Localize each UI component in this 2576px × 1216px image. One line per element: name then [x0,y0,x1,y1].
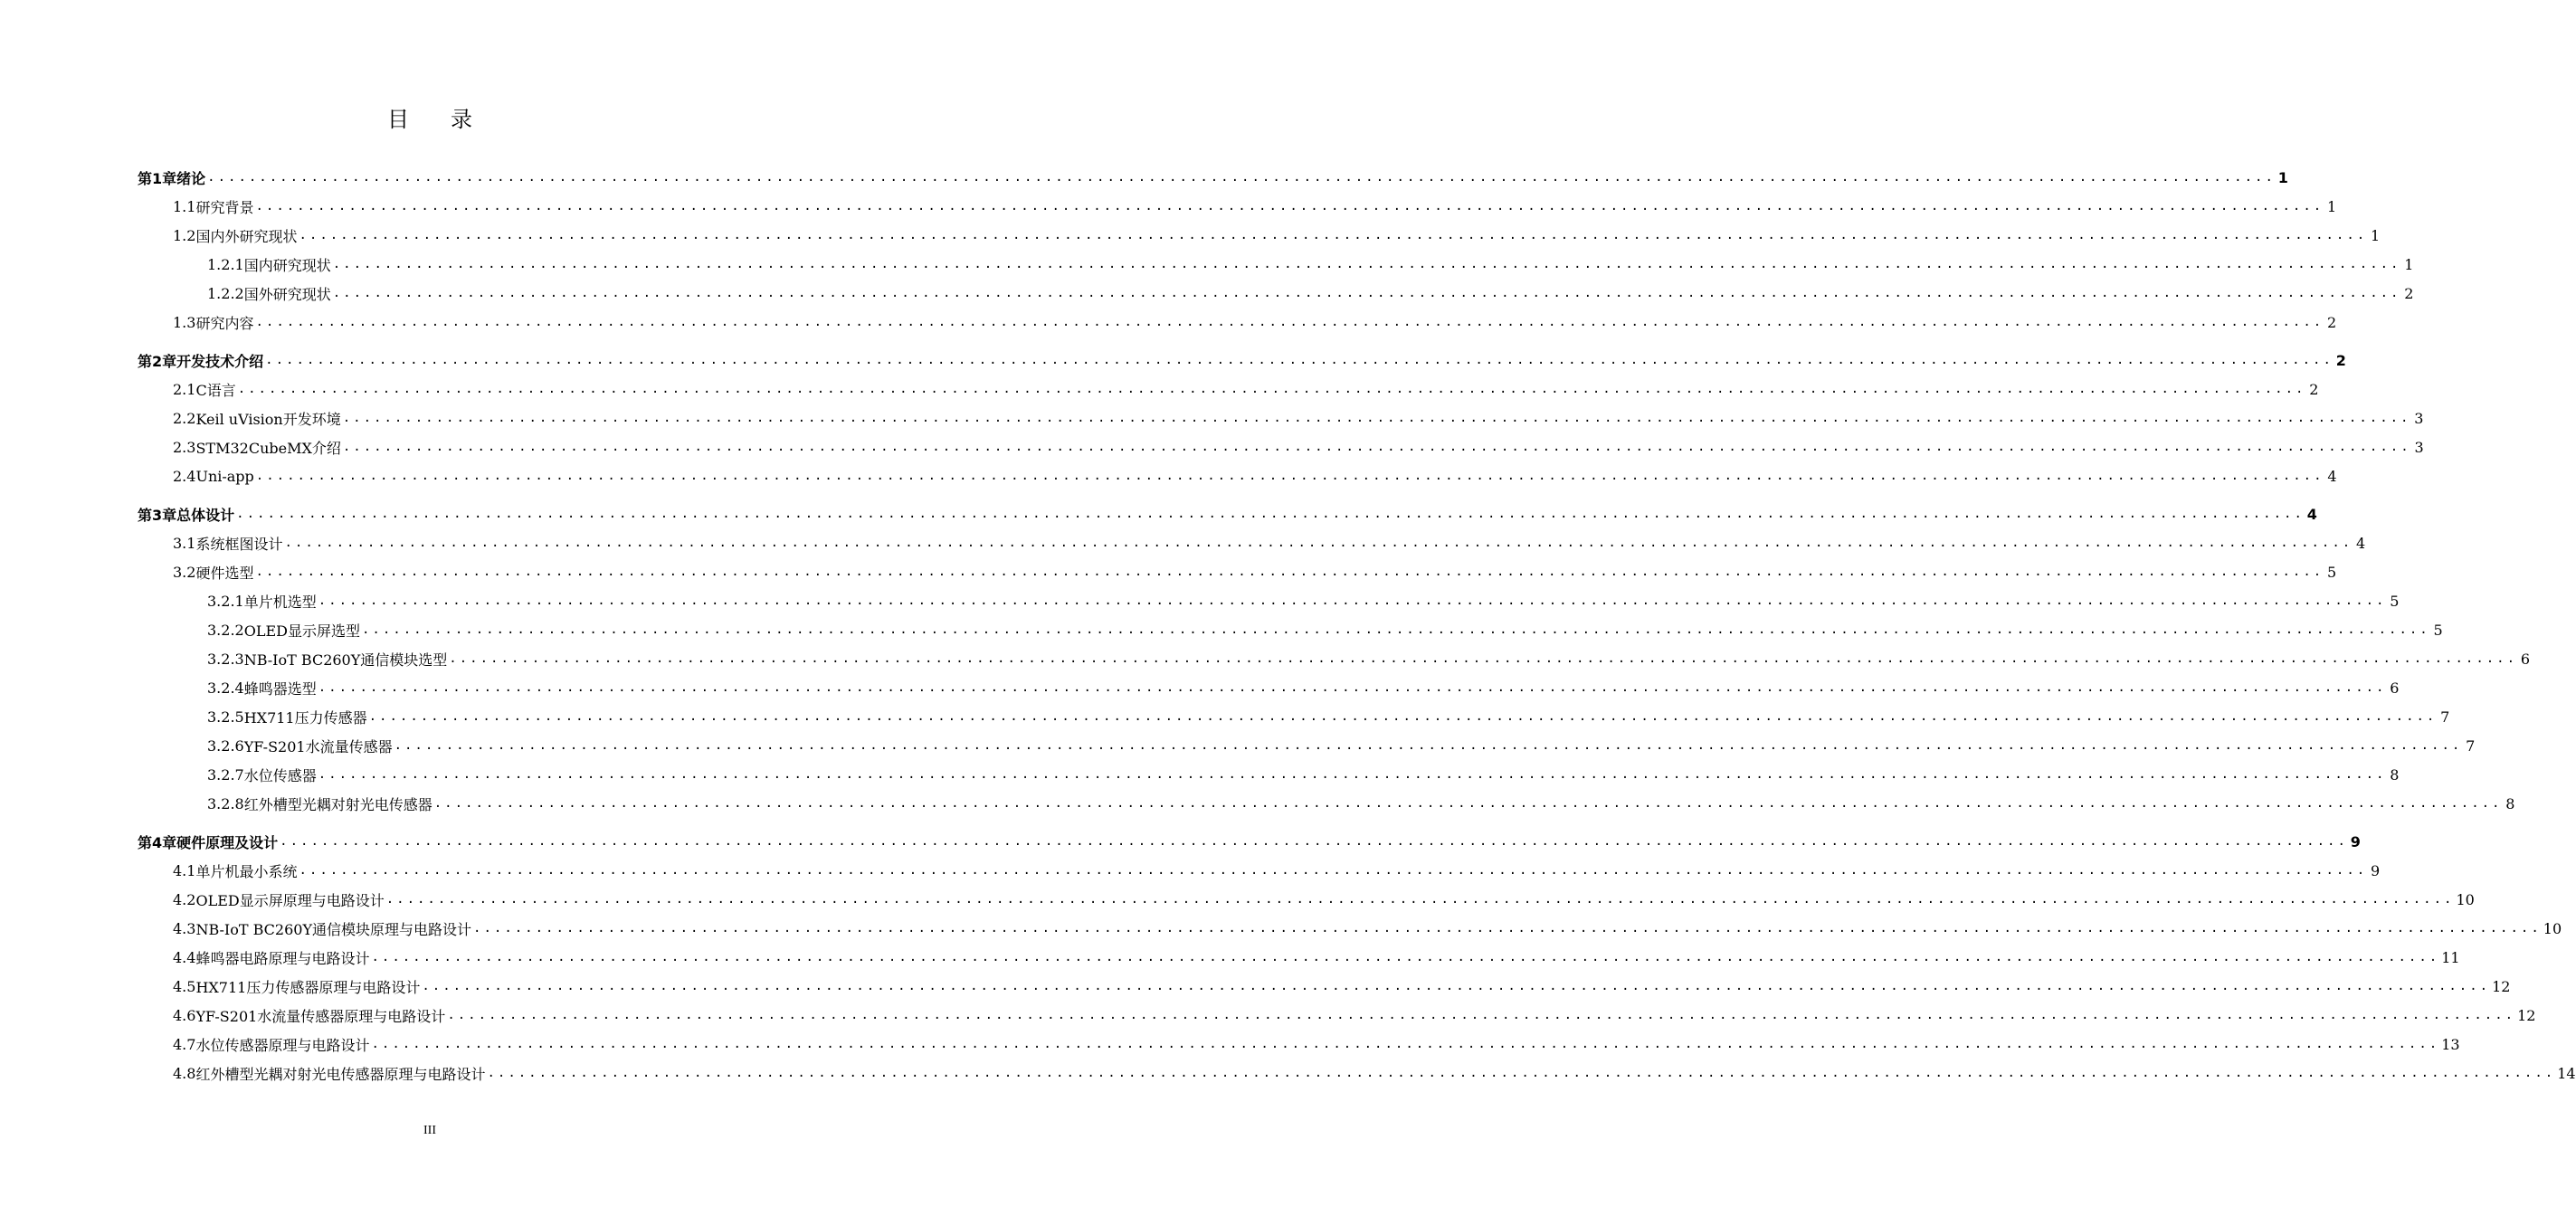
toc-leader-dots: ........................................................................................................................................................................................................ [371,1037,2440,1051]
toc-page-number: 1 [2327,197,2337,215]
toc-number: 1.2.1 [207,255,244,273]
toc-title: 绪论 [176,169,206,187]
toc-leader-dots: ........................................................................................................................................................................................................ [299,863,2368,878]
toc-leader-dots: ........................................................................................................................................................................................................ [299,228,2368,242]
toc-page-number: 12 [2492,977,2511,995]
toc-page-number: 13 [2441,1035,2460,1053]
toc-number: 第1章 [138,169,177,187]
toc-title: NB-IoT BC260Y通信模块原理与电路设计 [195,920,472,938]
toc-number: 3.2 [173,563,196,581]
toc-number: 2.3 [173,438,196,456]
toc-leader-dots: ........................................................................................................................................................................................................ [284,536,2353,550]
toc-title: 蜂鸣器选型 [243,679,317,698]
toc-number: 3.2.3 [207,650,244,668]
toc-section-row[interactable] [173,192,2337,221]
toc-section-row[interactable] [207,615,2443,644]
toc-leader-dots: ........................................................................................................................................................................................................ [236,507,2305,521]
toc-leader-dots: ........................................................................................................................................................................................................ [449,651,2518,666]
toc-page-number: 3 [2414,438,2424,456]
toc-leader-dots: ........................................................................................................................................................................................................ [342,440,2411,454]
toc-page-number: 2 [2309,380,2319,398]
toc-section-row[interactable] [173,528,2366,557]
toc-page-number: 5 [2433,621,2443,639]
toc-number: 4.1 [173,861,196,879]
toc-section-row[interactable] [173,1059,2576,1088]
toc-page-number: 10 [2456,890,2475,908]
toc-number: 3.2.4 [207,679,244,697]
toc-leader-dots: ........................................................................................................................................................................................................ [342,411,2411,425]
toc-title: STM32CubeMX介绍 [195,439,341,457]
toc-number: 第3章 [138,506,177,524]
toc-number: 3.1 [173,534,196,552]
page-title: 目录 [387,107,514,132]
toc-title: Uni-app [195,467,254,485]
toc-chapter-row[interactable] [138,827,2361,856]
toc-page-number: 7 [2440,708,2450,726]
toc-leader-dots: ........................................................................................................................................................................................................ [447,1008,2516,1022]
toc-page-number: 1 [2371,226,2381,244]
toc-title: 研究背景 [195,198,254,216]
page-number-footer: III [423,1124,436,1137]
toc-section-row[interactable] [173,972,2511,1001]
toc-leader-dots: ........................................................................................................................................................................................................ [473,921,2542,936]
toc-number: 3.2.8 [207,794,244,812]
toc-page-number: 10 [2543,919,2562,937]
toc-section-row[interactable] [173,375,2319,404]
toc-section-row[interactable] [207,702,2450,731]
toc-leader-dots: ........................................................................................................................................................................................................ [255,199,2324,214]
toc-title: Keil uVision开发环境 [195,410,341,428]
toc-number: 2.2 [173,409,196,427]
toc-leader-dots: ........................................................................................................................................................................................................ [433,796,2503,811]
toc-section-row[interactable] [173,221,2381,250]
toc-section-row[interactable] [173,1001,2536,1030]
toc-page-number: 6 [2390,679,2400,697]
toc-page-number: 2 [2335,351,2346,369]
toc-leader-dots: ........................................................................................................................................................................................................ [368,709,2438,724]
toc-number: 4.5 [173,977,196,995]
toc-title: 国内外研究现状 [195,227,298,245]
toc-section-row[interactable] [207,250,2414,279]
toc-number: 3.2.5 [207,708,244,726]
toc-page-number: 5 [2390,592,2400,610]
toc-number: 3.2.2 [207,621,244,639]
toc-section-row[interactable] [173,404,2424,432]
toc-section-row[interactable] [207,586,2400,615]
toc-number: 4.2 [173,890,196,908]
toc-section-row[interactable] [173,1030,2460,1059]
toc-number: 3.2.1 [207,592,244,610]
toc-number: 4.4 [173,948,196,966]
toc-number: 2.4 [173,467,196,485]
toc-number: 第4章 [138,833,177,851]
toc-title: 总体设计 [176,506,235,524]
toc-title: 红外槽型光耦对射光电传感器 [243,795,433,813]
toc-section-row[interactable] [207,279,2414,308]
toc-title: YF-S201水流量传感器原理与电路设计 [195,1007,446,1025]
toc-section-row[interactable] [173,943,2460,972]
toc-number: 3.2.6 [207,736,244,755]
toc-title: 水位传感器原理与电路设计 [195,1036,370,1054]
toc-number: 1.2.2 [207,284,244,302]
toc-title: 国外研究现状 [243,285,331,303]
toc-page-number: 1 [2277,168,2288,186]
toc-title: NB-IoT BC260Y通信模块选型 [243,651,448,669]
toc-section-row[interactable] [173,308,2337,337]
toc-leader-dots: ........................................................................................................................................................................................................ [361,622,2430,637]
toc-leader-dots: ........................................................................................................................................................................................................ [318,594,2387,608]
toc-page-number: 1 [2404,255,2414,273]
toc-page-number: 2 [2404,284,2414,302]
toc-title: 系统框图设计 [195,535,283,553]
toc-number: 1.2 [173,226,196,244]
toc-leader-dots: ........................................................................................................................................................................................................ [385,892,2455,907]
toc-leader-dots: ........................................................................................................................................................................................................ [318,680,2387,695]
toc-title: OLED显示屏选型 [243,622,360,640]
toc-page-number: 9 [2350,832,2361,850]
toc-leader-dots: ........................................................................................................................................................................................................ [318,767,2387,782]
toc-title: HX711压力传感器 [243,708,367,727]
toc-page-number: 8 [2505,794,2515,812]
toc-section-row[interactable] [207,789,2515,818]
toc-leader-dots: ........................................................................................................................................................................................................ [237,382,2306,396]
toc-title: 单片机最小系统 [195,862,298,880]
toc-title: 国内研究现状 [243,256,331,274]
toc-leader-dots: ........................................................................................................................................................................................................ [255,565,2324,579]
toc-page-number: 3 [2414,409,2424,427]
toc-number: 4.7 [173,1035,196,1053]
toc-section-row[interactable] [207,644,2531,673]
toc-leader-dots: ........................................................................................................................................................................................................ [255,315,2324,329]
toc-title: 研究内容 [195,314,254,332]
toc-page-number: 9 [2371,861,2381,879]
toc-title: 水位传感器 [243,766,317,784]
toc-leader-dots: ........................................................................................................................................................................................................ [280,834,2348,849]
toc-page-number: 5 [2327,563,2337,581]
toc-title: 硬件选型 [195,564,254,582]
toc-title: OLED显示屏原理与电路设计 [195,891,385,909]
toc-page-number: 14 [2557,1064,2576,1082]
toc-section-row[interactable] [173,432,2424,461]
toc-page-number: 4 [2356,534,2366,552]
toc-leader-dots: ........................................................................................................................................................................................................ [487,1066,2556,1080]
toc-page-number: 11 [2441,948,2460,966]
toc-chapter-row[interactable] [138,499,2317,528]
toc-number: 4.6 [173,1006,196,1024]
toc-page-number: 2 [2327,313,2337,331]
toc-title: C语言 [195,381,236,399]
toc-title: YF-S201水流量传感器 [243,737,393,755]
toc-number: 2.1 [173,380,196,398]
toc-section-row[interactable] [173,885,2475,914]
toc-number: 3.2.7 [207,765,244,784]
toc-number: 第2章 [138,352,177,370]
toc-title: 蜂鸣器电路原理与电路设计 [195,949,370,967]
toc-page-number: 12 [2517,1006,2536,1024]
toc-chapter-row[interactable] [138,346,2346,375]
toc-leader-dots: ........................................................................................................................................................................................................ [332,286,2401,300]
toc-leader-dots: ........................................................................................................................................................................................................ [422,979,2491,993]
toc-section-row[interactable] [207,673,2400,702]
toc-section-row[interactable] [173,461,2337,490]
toc-number: 4.3 [173,919,196,937]
toc-leader-dots: ........................................................................................................................................................................................................ [207,170,2276,185]
toc-section-row[interactable] [173,856,2381,885]
toc-leader-dots: ........................................................................................................................................................................................................ [255,469,2324,483]
toc-section-row[interactable] [207,731,2476,760]
toc-page-number: 4 [2327,467,2337,485]
toc-section-row[interactable] [173,557,2337,586]
toc-leader-dots: ........................................................................................................................................................................................................ [394,738,2463,753]
toc-leader-dots: ........................................................................................................................................................................................................ [332,257,2401,271]
toc-page-number: 8 [2390,765,2400,784]
toc-page-number: 6 [2520,650,2531,668]
toc-chapter-row[interactable] [138,163,2288,192]
toc-title: 硬件原理及设计 [176,833,279,851]
toc-page-number: 4 [2306,505,2317,523]
toc-leader-dots: ........................................................................................................................................................................................................ [371,950,2440,964]
toc-title: HX711压力传感器原理与电路设计 [195,978,421,996]
toc-number: 4.8 [173,1064,196,1082]
toc-leader-dots: ........................................................................................................................................................................................................ [265,353,2334,367]
toc-title: 红外槽型光耦对射光电传感器原理与电路设计 [195,1065,486,1083]
toc-number: 1.1 [173,197,196,215]
toc-number: 1.3 [173,313,196,331]
toc-section-row[interactable] [207,760,2400,789]
toc-title: 单片机选型 [243,593,317,611]
toc-title: 开发技术介绍 [176,352,264,370]
toc-page-number: 7 [2466,736,2476,755]
toc-section-row[interactable] [173,914,2562,943]
